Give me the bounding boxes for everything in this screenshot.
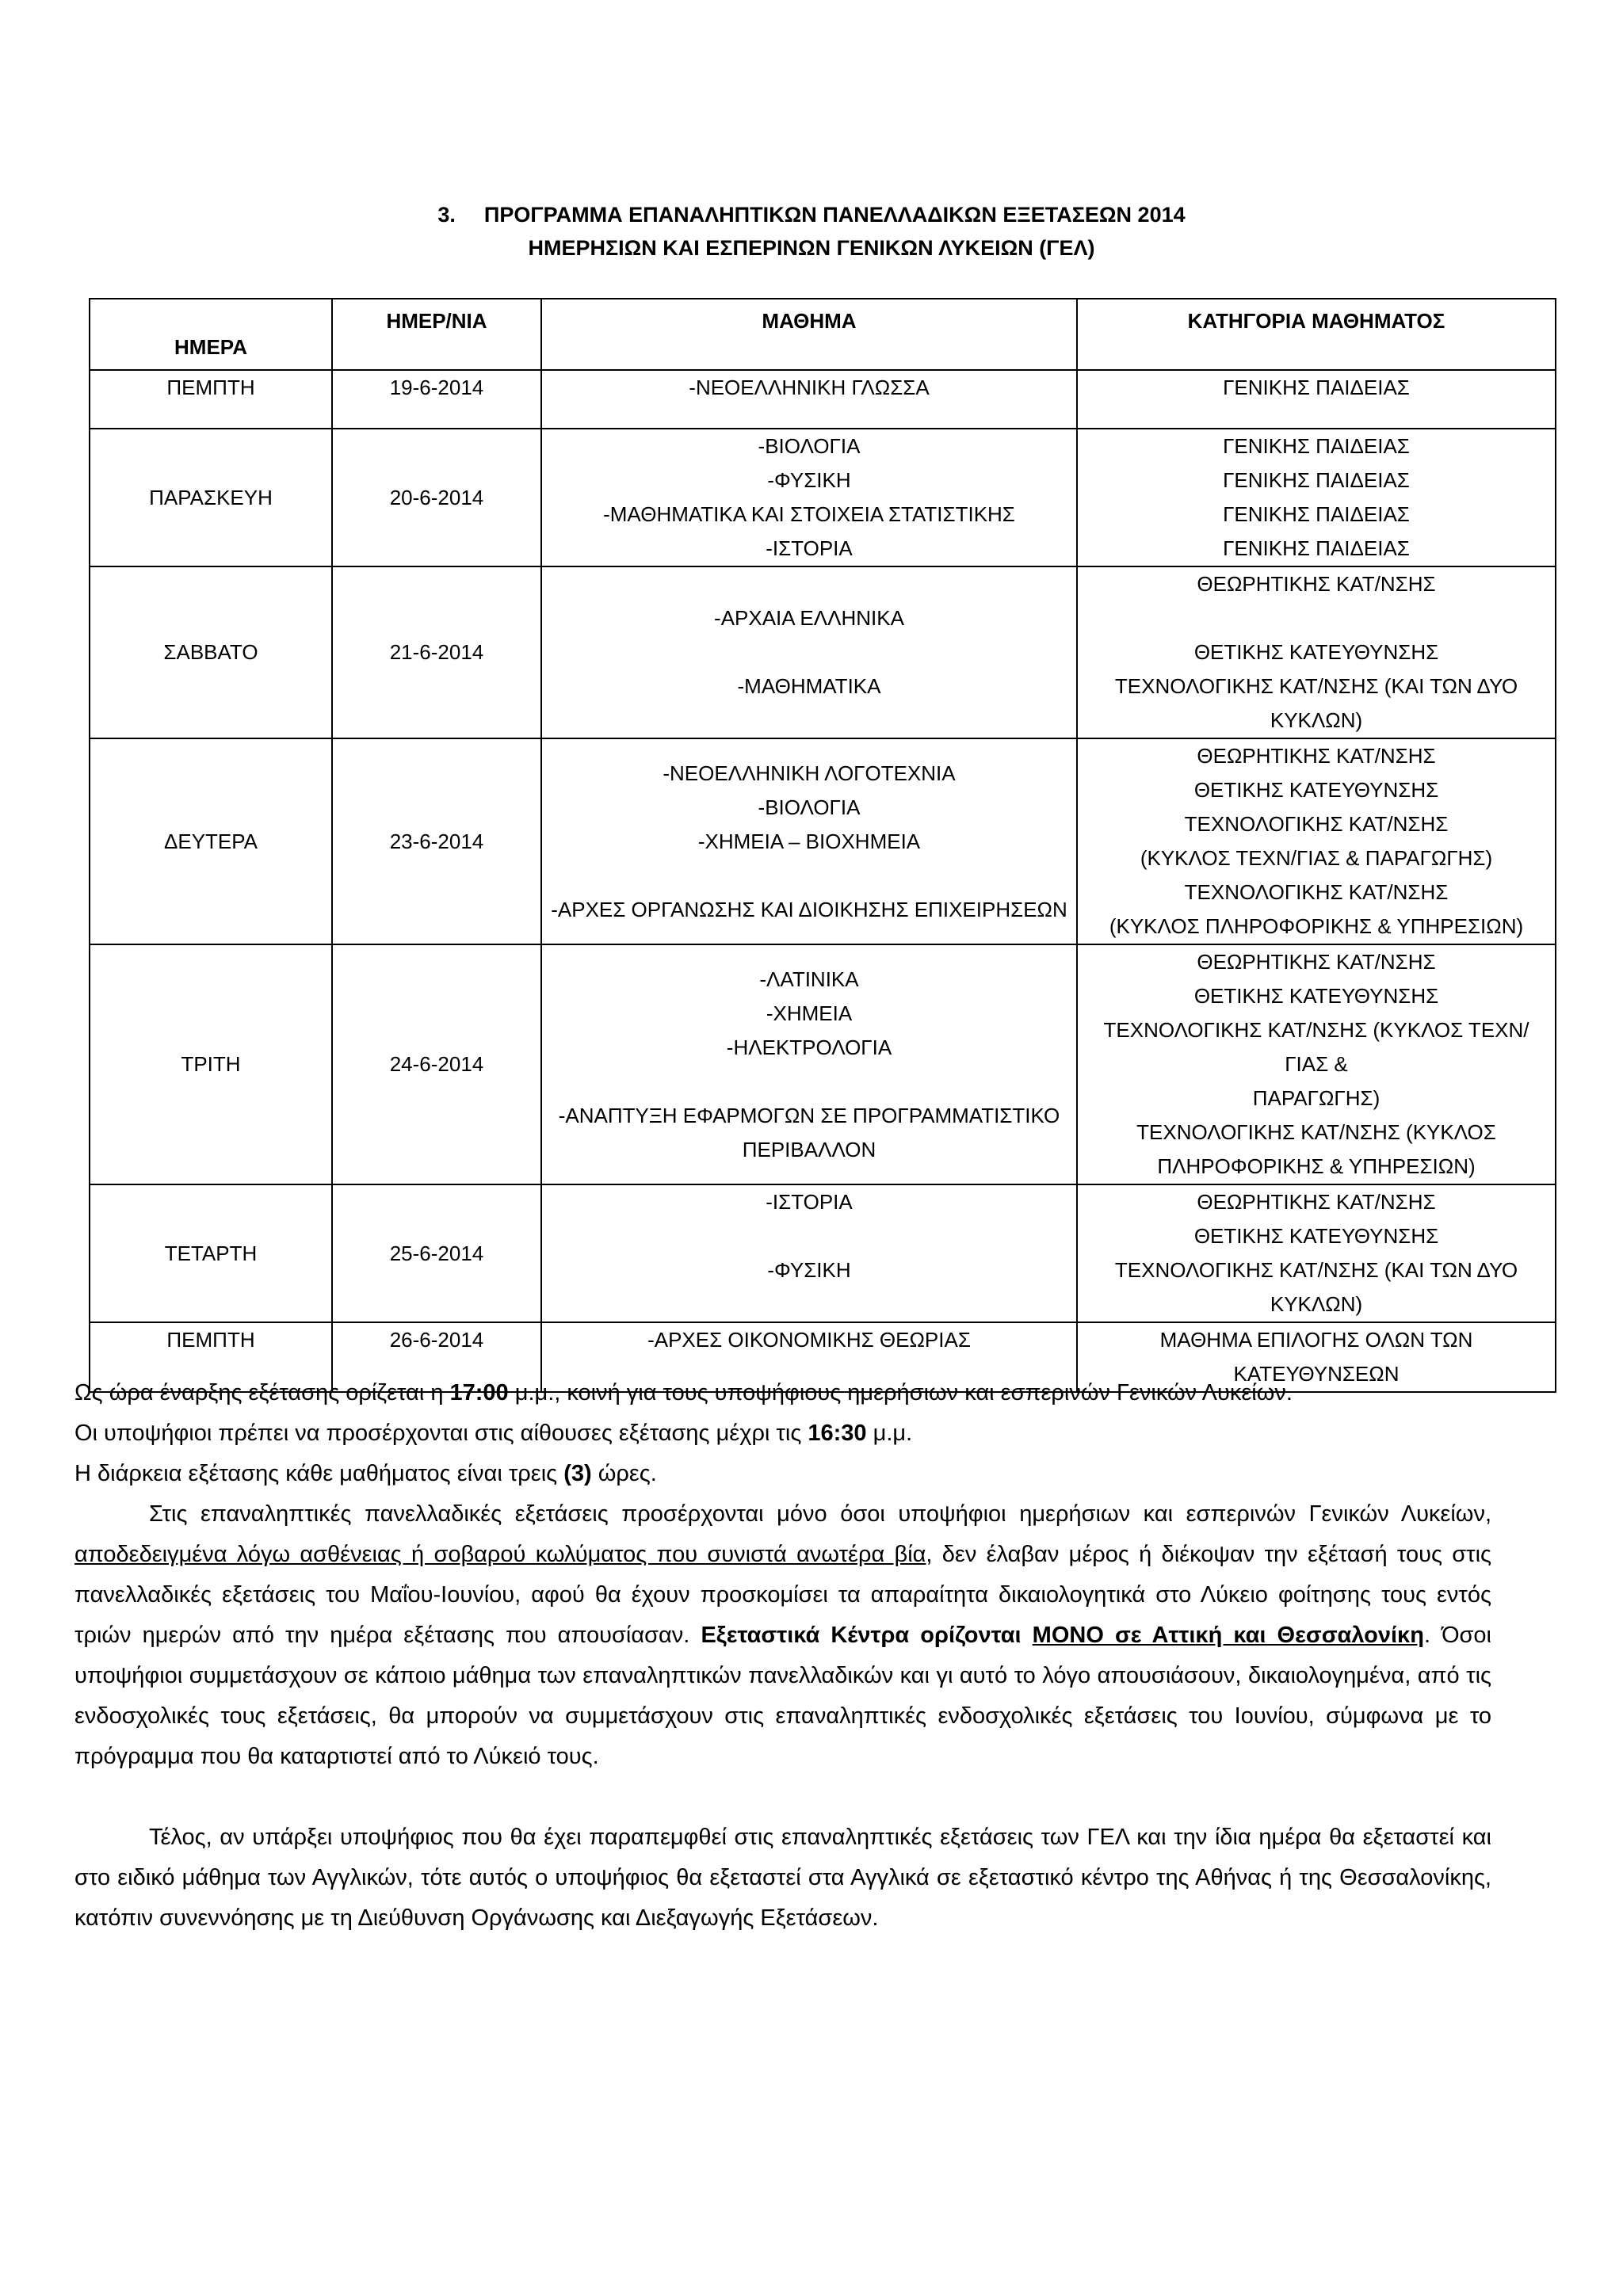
category-line: ΤΕΧΝΟΛΟΓΙΚΗΣ ΚΑΤ/ΝΣΗΣ (ΚΥΚΛΟΣ ΤΕΧΝ/ΓΙΑΣ &	[1103, 1018, 1529, 1076]
subject-line: -ΒΙΟΛΟΓΙΑ	[758, 795, 861, 819]
subject-line: -ΑΡΧΕΣ ΟΡΓΑΝΩΣΗΣ ΚΑΙ ΔΙΟΙΚΗΣΗΣ ΕΠΙΧΕΙΡΗΣΕΩΝ	[551, 897, 1067, 921]
cell-subject	[541, 566, 1077, 738]
header-subject: ΜΑΘΗΜΑ	[541, 299, 1077, 370]
category-line: ΤΕΧΝΟΛΟΓΙΚΗΣ ΚΑΤ/ΝΣΗΣ (ΚΑΙ ΤΩΝ ΔΥΟ	[1114, 674, 1518, 698]
subject-line: -ΙΣΤΟΡΙΑ	[766, 536, 853, 560]
cell-day: ΤΕΤΑΡΤΗ	[90, 1184, 332, 1322]
table-row	[90, 566, 1556, 738]
subject-line: -ΗΛΕΚΤΡΟΛΟΓΙΑ	[726, 1035, 892, 1059]
category-line: (ΚΥΚΛΟΣ ΠΛΗΡΟΦΟΡΙΚΗΣ & ΥΠΗΡΕΣΙΩΝ)	[1109, 914, 1524, 938]
cell-subject	[541, 370, 1077, 429]
table-row	[90, 944, 1556, 1184]
paragraph-eligibility	[74, 1494, 1491, 1777]
category-line: ΘΕΤΙΚΗΣ ΚΑΤΕΥΘΥΝΣΗΣ	[1193, 1224, 1439, 1248]
paragraph-text: , δεν έλαβαν μέρος ή διέκοψαν την εξέτασή τους στις πανελλαδικές εξετάσεις του Μαΐου-Ιουνίου, αφού θα έχουν προσκομίσει τα απαραίτητα δικαιολογητικά στο Λύκειο φοίτησης τους εντός τριών ημερών από την ημέρα εξέτασης που απουσίασαν.	[74, 1542, 1491, 1648]
cell-date: 20-6-2014	[332, 429, 541, 566]
note-text: ώρες.	[591, 1461, 657, 1486]
category-line: ΘΕΩΡΗΤΙΚΗΣ ΚΑΤ/ΝΣΗΣ	[1197, 1190, 1436, 1214]
table-row	[90, 1184, 1556, 1322]
subject-line: -ΜΑΘΗΜΑΤΙΚΑ	[737, 674, 881, 698]
table-row	[90, 429, 1556, 566]
section-number: 3.	[437, 203, 456, 227]
category-line: ΘΕΤΙΚΗΣ ΚΑΤΕΥΘΥΝΣΗΣ	[1193, 984, 1439, 1008]
category-line: (ΚΥΚΛΟΣ ΤΕΧΝ/ΓΙΑΣ & ΠΑΡΑΓΩΓΗΣ)	[1140, 846, 1493, 870]
subject-line: -ΙΣΤΟΡΙΑ	[766, 1190, 853, 1214]
cell-date: 24-6-2014	[332, 944, 541, 1184]
paragraph-text: Στις επαναληπτικές πανελλαδικές εξετάσεις προσέρχονται μόνο όσοι υποψήφιοι ημερήσιων και εσπερινών Γενικών Λυκείων,	[149, 1501, 1491, 1527]
document-title	[0, 200, 1623, 230]
cell-category	[1077, 1184, 1556, 1322]
title-line-1: ΠΡΟΓΡΑΜΜΑ ΕΠΑΝΑΛΗΠΤΙΚΩΝ ΠΑΝΕΛΛΑΔΙΚΩΝ ΕΞΕΤΑΣΕΩΝ 2014	[483, 203, 1186, 227]
category-line: ΠΛΗΡΟΦΟΡΙΚΗΣ & ΥΠΗΡΕΣΙΩΝ)	[1157, 1154, 1476, 1178]
cell-category	[1077, 429, 1556, 566]
arrival-time: 16:30	[808, 1421, 867, 1446]
category-line: ΓΕΝΙΚΗΣ ΠΑΙΔΕΙΑΣ	[1223, 502, 1410, 526]
note-text: μ.μ.	[866, 1421, 913, 1446]
note-text: Η διάρκεια εξέτασης κάθε μαθήματος είναι τρεις	[74, 1461, 564, 1486]
cell-date: 21-6-2014	[332, 566, 541, 738]
category-line: ΘΕΤΙΚΗΣ ΚΑΤΕΥΘΥΝΣΗΣ	[1193, 640, 1439, 664]
table-row	[90, 370, 1556, 429]
subject-line: -ΝΕΟΕΛΛΗΝΙΚΗ ΛΟΓΟΤΕΧΝΙΑ	[663, 761, 956, 785]
exam-centers-location: ΜΟΝΟ σε Αττική και Θεσσαλονίκη	[1032, 1623, 1424, 1648]
note-text: μ.μ., κοινή για τους υποψήφιους ημερήσιων και εσπερινών Γενικών Λυκείων.	[508, 1380, 1293, 1405]
note-start-time	[74, 1373, 1491, 1413]
start-time: 17:00	[449, 1380, 509, 1405]
subject-line: -ΑΡΧΑΙΑ ΕΛΛΗΝΙΚΑ	[714, 606, 904, 630]
cell-date: 25-6-2014	[332, 1184, 541, 1322]
note-text: Ως ώρα έναρξης εξέτασης ορίζεται η	[74, 1380, 450, 1405]
category-line: ΘΕΩΡΗΤΙΚΗΣ ΚΑΤ/ΝΣΗΣ	[1197, 744, 1436, 768]
header-day: ΗΜΕΡΑ	[90, 299, 332, 370]
subject-line: -ΑΡΧΕΣ ΟΙΚΟΝΟΜΙΚΗΣ ΘΕΩΡΙΑΣ	[647, 1328, 971, 1352]
category-line: ΚΥΚΛΩΝ)	[1270, 708, 1363, 732]
exam-schedule-table	[89, 298, 1556, 1393]
cell-subject	[541, 429, 1077, 566]
cell-subject	[541, 1184, 1077, 1322]
subject-line: ΠΕΡΙΒΑΛΛΟΝ	[742, 1137, 876, 1161]
category-line: ΤΕΧΝΟΛΟΓΙΚΗΣ ΚΑΤ/ΝΣΗΣ (ΚΥΚΛΟΣ	[1136, 1120, 1496, 1144]
subject-line: -ΑΝΑΠΤΥΞΗ ΕΦΑΡΜΟΓΩΝ ΣΕ ΠΡΟΓΡΑΜΜΑΤΙΣΤΙΚΟ	[558, 1103, 1060, 1127]
table-header-row	[90, 299, 1556, 370]
category-line: ΓΕΝΙΚΗΣ ΠΑΙΔΕΙΑΣ	[1223, 376, 1410, 399]
cell-day: ΣΑΒΒΑΤΟ	[90, 566, 332, 738]
cell-day: ΠΕΜΠΤΗ	[90, 1322, 332, 1392]
cell-date: 19-6-2014	[332, 370, 541, 429]
category-line: ΓΕΝΙΚΗΣ ΠΑΙΔΕΙΑΣ	[1223, 434, 1410, 458]
table-row	[90, 738, 1556, 944]
subject-line: -ΧΗΜΕΙΑ – ΒΙΟΧΗΜΕΙΑ	[697, 829, 921, 853]
cell-category	[1077, 944, 1556, 1184]
note-text: Οι υποψήφιοι πρέπει να προσέρχονται στις αίθουσες εξέτασης μέχρι τις	[74, 1421, 808, 1446]
subject-line: -ΧΗΜΕΙΑ	[766, 1001, 853, 1025]
category-line: ΘΕΤΙΚΗΣ ΚΑΤΕΥΘΥΝΣΗΣ	[1193, 778, 1439, 802]
category-line: ΤΕΧΝΟΛΟΓΙΚΗΣ ΚΑΤ/ΝΣΗΣ	[1184, 812, 1449, 836]
category-line: ΓΕΝΙΚΗΣ ΠΑΙΔΕΙΑΣ	[1223, 468, 1410, 492]
cell-day: ΠΑΡΑΣΚΕΥΗ	[90, 429, 332, 566]
subject-line: -ΒΙΟΛΟΓΙΑ	[758, 434, 861, 458]
subject-line: -ΦΥΣΙΚΗ	[767, 1258, 851, 1282]
cell-date: 23-6-2014	[332, 738, 541, 944]
note-arrival-time	[74, 1413, 1491, 1454]
subject-line: -ΜΑΘΗΜΑΤΙΚΑ ΚΑΙ ΣΤΟΙΧΕΙΑ ΣΤΑΤΙΣΤΙΚΗΣ	[603, 502, 1015, 526]
category-line: ΤΕΧΝΟΛΟΓΙΚΗΣ ΚΑΤ/ΝΣΗΣ	[1184, 880, 1449, 904]
duration-hours: (3)	[563, 1461, 592, 1486]
subject-line: -ΦΥΣΙΚΗ	[767, 468, 851, 492]
cell-day: ΤΡΙΤΗ	[90, 944, 332, 1184]
exam-centers-bold: Εξεταστικά Κέντρα ορίζονται	[701, 1623, 1033, 1648]
category-line: ΜΑΘΗΜΑ ΕΠΙΛΟΓΗΣ ΟΛΩΝ ΤΩΝ ΚΑΤΕΥΘΥΝΣΕΩΝ	[1159, 1328, 1473, 1386]
cell-subject	[541, 738, 1077, 944]
cell-day: ΠΕΜΠΤΗ	[90, 370, 332, 429]
cell-subject	[541, 944, 1077, 1184]
paragraph-text: . Όσοι υποψήφιοι συμμετάσχουν σε κάποιο μάθημα των επαναληπτικών πανελλαδικών και γι αυτό το λόγο απουσιάσουν, δικαιολογημένα, από τις ενδοσχολικές τους εξετάσεις, θα μπορούν να συμμετάσχουν στις επαναληπτικές ενδοσχολικές εξετάσεις του Ιουνίου, σύμφωνα με το πρόγραμμα που θα καταρτιστεί από το Λύκειό τους.	[74, 1623, 1491, 1769]
underlined-condition: αποδεδειγμένα λόγω ασθένειας ή σοβαρού κωλύματος που συνιστά ανωτέρα βία	[74, 1542, 926, 1567]
paragraph-english-exam: Τέλος, αν υπάρξει υποψήφιος που θα έχει παραπεμφθεί στις επαναληπτικές εξετάσεις των ΓΕΛ και την ίδια ημέρα θα εξεταστεί και στο ειδικό μάθημα των Αγγλικών, τότε αυτός ο υποψήφιος θα εξεταστεί στα Αγγλικά σε εξεταστικό κέντρο της Αθήνας ή της Θεσσαλονίκης, κατόπιν συνεννόησης με τη Διεύθυνση Οργάνωσης και Διεξαγωγής Εξετάσεων.	[74, 1825, 1491, 1931]
category-line: ΘΕΩΡΗΤΙΚΗΣ ΚΑΤ/ΝΣΗΣ	[1197, 950, 1436, 974]
subject-line: -ΝΕΟΕΛΛΗΝΙΚΗ ΓΛΩΣΣΑ	[689, 376, 930, 399]
note-duration	[74, 1454, 1491, 1494]
category-line: ΘΕΩΡΗΤΙΚΗΣ ΚΑΤ/ΝΣΗΣ	[1197, 572, 1436, 596]
cell-date: 26-6-2014	[332, 1322, 541, 1392]
subject-line: -ΛΑΤΙΝΙΚΑ	[759, 967, 859, 991]
category-line: ΚΥΚΛΩΝ)	[1270, 1292, 1363, 1316]
category-line: ΠΑΡΑΓΩΓΗΣ)	[1252, 1086, 1381, 1110]
header-date: ΗΜΕΡ/ΝΙΑ	[332, 299, 541, 370]
cell-category	[1077, 566, 1556, 738]
category-line: ΓΕΝΙΚΗΣ ΠΑΙΔΕΙΑΣ	[1223, 536, 1410, 560]
cell-category	[1077, 370, 1556, 429]
category-line: ΤΕΧΝΟΛΟΓΙΚΗΣ ΚΑΤ/ΝΣΗΣ (ΚΑΙ ΤΩΝ ΔΥΟ	[1114, 1258, 1518, 1282]
cell-category	[1077, 738, 1556, 944]
title-line-2: ΗΜΕΡΗΣΙΩΝ ΚΑΙ ΕΣΠΕΡΙΝΩΝ ΓΕΝΙΚΩΝ ΛΥΚΕΙΩΝ (ΓΕΛ)	[528, 236, 1095, 260]
cell-day: ΔΕΥΤΕΡΑ	[90, 738, 332, 944]
header-category: ΚΑΤΗΓΟΡΙΑ ΜΑΘΗΜΑΤΟΣ	[1077, 299, 1556, 370]
